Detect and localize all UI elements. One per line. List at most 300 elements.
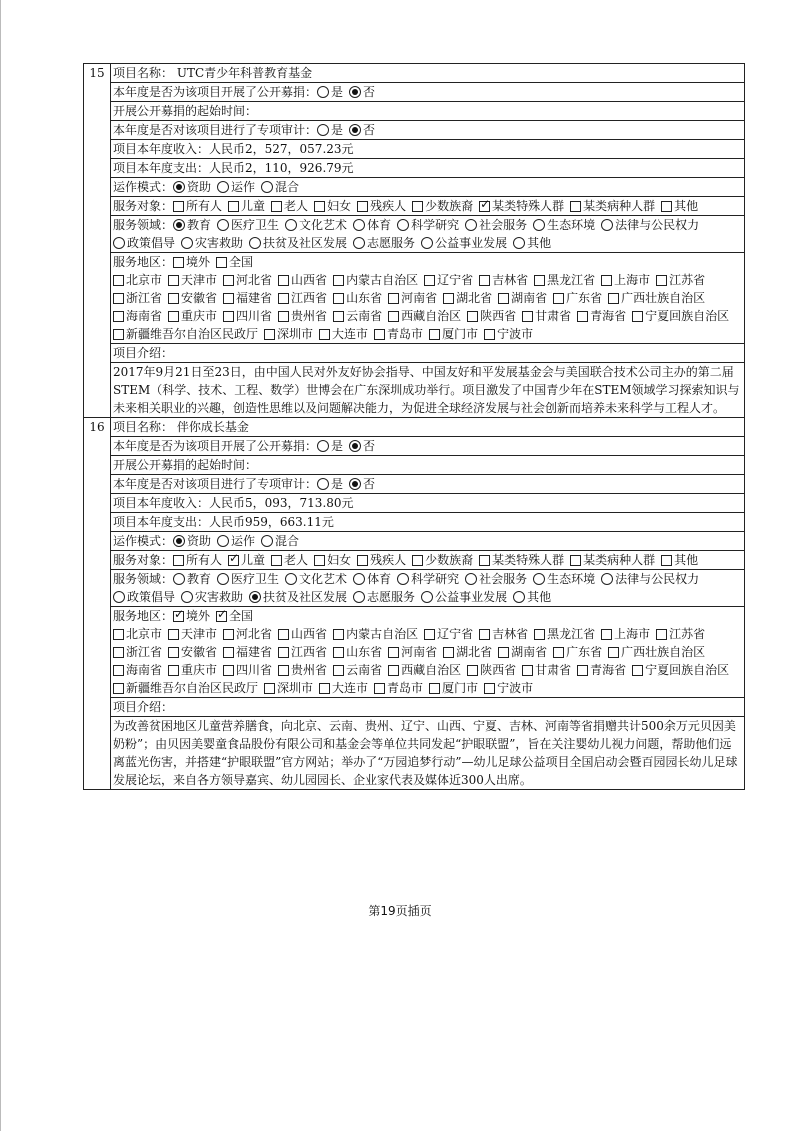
field-option[interactable]	[249, 234, 347, 252]
region-option[interactable]	[534, 271, 595, 289]
checkbox[interactable]	[278, 665, 289, 676]
fundraise-yes-option[interactable]	[317, 437, 343, 455]
checkbox[interactable]	[412, 201, 423, 212]
radio-button[interactable]	[181, 237, 193, 249]
checkbox[interactable]	[577, 311, 588, 322]
field-option[interactable]	[533, 216, 595, 234]
radio-button[interactable]	[421, 591, 433, 603]
checkbox[interactable]	[168, 293, 179, 304]
checkbox[interactable]	[661, 555, 672, 566]
radio-button[interactable]	[173, 219, 185, 231]
checkbox[interactable]	[498, 647, 509, 658]
field-option[interactable]	[533, 570, 595, 588]
region-option[interactable]	[278, 643, 327, 661]
region-option[interactable]	[113, 289, 162, 307]
mode-option[interactable]	[217, 532, 255, 550]
field-option[interactable]	[353, 234, 415, 252]
radio-button[interactable]	[353, 219, 365, 231]
checkbox[interactable]	[661, 201, 672, 212]
radio-button[interactable]	[113, 591, 125, 603]
target-option[interactable]	[570, 197, 655, 215]
region-option[interactable]	[223, 625, 272, 643]
checkbox[interactable]	[168, 665, 179, 676]
radio-button[interactable]	[261, 535, 273, 547]
checkbox[interactable]	[553, 293, 564, 304]
field-option[interactable]	[217, 216, 279, 234]
checkbox[interactable]	[388, 293, 399, 304]
target-option[interactable]	[173, 551, 222, 569]
option-label: 法律与公民权力	[615, 218, 700, 232]
target-option[interactable]	[412, 551, 473, 569]
checkbox[interactable]	[601, 629, 612, 640]
checkbox[interactable]	[601, 275, 612, 286]
region-option[interactable]	[608, 643, 705, 661]
radio-button[interactable]	[465, 573, 477, 585]
row-target	[84, 197, 745, 216]
target-option[interactable]	[271, 197, 308, 215]
option-label: 其他	[527, 236, 552, 250]
region-option[interactable]	[632, 307, 729, 325]
area-option[interactable]	[216, 607, 253, 625]
checkbox[interactable]	[333, 647, 344, 658]
checkbox[interactable]	[216, 611, 227, 622]
region-option[interactable]	[113, 643, 162, 661]
checkbox[interactable]	[113, 629, 124, 640]
region-option[interactable]	[319, 325, 368, 343]
checkbox[interactable]	[608, 293, 619, 304]
region-option[interactable]	[278, 625, 327, 643]
option-label: 所有人	[186, 199, 223, 213]
checkbox[interactable]	[429, 683, 440, 694]
checkbox[interactable]	[443, 647, 454, 658]
target-option[interactable]	[314, 551, 351, 569]
target-option[interactable]	[314, 197, 351, 215]
radio-button[interactable]	[249, 591, 261, 603]
region-option[interactable]	[333, 661, 382, 679]
mode-option[interactable]	[173, 532, 211, 550]
row-income-cell	[111, 140, 745, 159]
radio-button[interactable]	[113, 237, 125, 249]
checkbox[interactable]	[388, 647, 399, 658]
option-label: 志愿服务	[367, 236, 416, 250]
checkbox[interactable]	[271, 555, 282, 566]
checkbox[interactable]	[113, 665, 124, 676]
checkbox[interactable]	[223, 275, 234, 286]
checkbox[interactable]	[388, 311, 399, 322]
radio-button[interactable]	[465, 219, 477, 231]
region-option[interactable]	[498, 289, 547, 307]
checkbox[interactable]	[314, 201, 325, 212]
option-label: 湖南省	[511, 645, 548, 659]
scan-edge-line	[0, 0, 1, 1131]
checkbox[interactable]	[223, 647, 234, 658]
radio-button[interactable]	[173, 535, 185, 547]
target-option[interactable]	[412, 197, 473, 215]
region-option[interactable]	[429, 679, 478, 697]
fundraise-no-option[interactable]	[349, 83, 375, 101]
checkbox[interactable]	[333, 665, 344, 676]
radio-button[interactable]	[533, 573, 545, 585]
checkbox[interactable]	[113, 293, 124, 304]
field-option[interactable]	[173, 570, 211, 588]
region-option[interactable]	[388, 307, 461, 325]
checkbox[interactable]	[522, 311, 533, 322]
checkbox[interactable]	[223, 311, 234, 322]
row-fundraise	[84, 83, 745, 102]
region-option[interactable]	[168, 643, 217, 661]
checkbox[interactable]	[173, 257, 184, 268]
radio-button[interactable]	[349, 86, 361, 98]
field-option[interactable]	[181, 234, 243, 252]
option-label: 甘肃省	[535, 663, 572, 677]
checkbox[interactable]	[333, 275, 344, 286]
region-option[interactable]	[577, 661, 626, 679]
region-option[interactable]	[113, 661, 162, 679]
option-label: 湖南省	[511, 291, 548, 305]
checkbox[interactable]	[608, 647, 619, 658]
checkbox[interactable]	[113, 647, 124, 658]
checkbox[interactable]	[498, 293, 509, 304]
checkbox[interactable]	[388, 665, 399, 676]
region-option[interactable]	[522, 307, 571, 325]
checkbox[interactable]	[223, 629, 234, 640]
region-option[interactable]	[168, 289, 217, 307]
mode-option[interactable]	[261, 178, 299, 196]
field-option[interactable]	[181, 588, 243, 606]
checkbox[interactable]	[467, 311, 478, 322]
radio-button[interactable]	[285, 219, 297, 231]
option-label: 黑龙江省	[547, 627, 596, 641]
region-option[interactable]	[479, 271, 528, 289]
radio-button[interactable]	[513, 591, 525, 603]
field-option[interactable]	[353, 588, 415, 606]
checkbox[interactable]	[113, 311, 124, 322]
option-label: 政策倡导	[127, 590, 176, 604]
region-option[interactable]	[388, 289, 437, 307]
option-label: 志愿服务	[367, 590, 416, 604]
checkbox[interactable]	[632, 665, 643, 676]
target-option[interactable]	[661, 551, 698, 569]
radio-button[interactable]	[349, 440, 361, 452]
radio-button[interactable]	[601, 573, 613, 585]
region-option[interactable]	[319, 679, 368, 697]
region-option[interactable]	[577, 307, 626, 325]
checkbox[interactable]	[479, 275, 490, 286]
row-target-cell	[111, 551, 745, 570]
option-label: 老人	[284, 553, 309, 567]
region-option[interactable]	[632, 661, 729, 679]
fundraise-no-option[interactable]	[349, 437, 375, 455]
audit-yes-option[interactable]	[317, 121, 343, 139]
field-option[interactable]	[601, 216, 699, 234]
checkbox[interactable]	[333, 293, 344, 304]
region-option[interactable]	[388, 643, 437, 661]
mode-option[interactable]	[173, 178, 211, 196]
checkbox[interactable]	[553, 647, 564, 658]
checkbox[interactable]	[168, 647, 179, 658]
audit-yes-option[interactable]	[317, 475, 343, 493]
checkbox[interactable]	[319, 329, 330, 340]
field-option[interactable]	[465, 570, 527, 588]
checkbox[interactable]	[168, 275, 179, 286]
checkbox[interactable]	[374, 329, 385, 340]
region-option[interactable]	[553, 643, 602, 661]
checkbox[interactable]	[113, 275, 124, 286]
field-option[interactable]	[397, 216, 459, 234]
region-option[interactable]	[467, 661, 516, 679]
region-option[interactable]	[534, 625, 595, 643]
area-option[interactable]	[173, 253, 210, 271]
region-option[interactable]	[333, 289, 382, 307]
fundraise-question: 本年度是否为该项目开展了公开募捐：	[113, 439, 318, 453]
checkbox[interactable]	[656, 275, 667, 286]
checkbox[interactable]	[173, 555, 184, 566]
radio-button[interactable]	[353, 237, 365, 249]
radio-button[interactable]	[317, 86, 329, 98]
checkbox[interactable]	[522, 665, 533, 676]
region-option[interactable]	[168, 271, 217, 289]
target-option[interactable]	[479, 551, 564, 569]
area-option[interactable]	[216, 253, 253, 271]
area-option[interactable]	[173, 607, 210, 625]
option-label: 残疾人	[370, 199, 407, 213]
checkbox[interactable]	[534, 275, 545, 286]
region-option[interactable]	[278, 271, 327, 289]
region-option[interactable]	[443, 289, 492, 307]
radio-button[interactable]	[317, 478, 329, 490]
checkbox[interactable]	[264, 329, 275, 340]
option-label: 山东省	[346, 645, 383, 659]
region-option[interactable]	[388, 661, 461, 679]
region-option[interactable]	[601, 271, 650, 289]
radio-button[interactable]	[317, 124, 329, 136]
checkbox[interactable]	[113, 683, 124, 694]
field-label: 服务领域：	[113, 218, 174, 232]
checkbox[interactable]	[424, 629, 435, 640]
region-option[interactable]	[168, 307, 217, 325]
region-option[interactable]	[656, 625, 705, 643]
radio-button[interactable]	[217, 573, 229, 585]
radio-button[interactable]	[513, 237, 525, 249]
checkbox[interactable]	[577, 665, 588, 676]
checkbox[interactable]	[570, 555, 581, 566]
checkbox[interactable]	[228, 201, 239, 212]
region-option[interactable]	[333, 643, 382, 661]
field-option[interactable]	[113, 234, 175, 252]
option-label: 少数族裔	[425, 199, 474, 213]
radio-button[interactable]	[533, 219, 545, 231]
radio-button[interactable]	[397, 219, 409, 231]
target-option[interactable]	[228, 551, 265, 569]
checkbox[interactable]	[271, 201, 282, 212]
option-label: 陕西省	[480, 309, 517, 323]
checkbox[interactable]	[333, 311, 344, 322]
region-option[interactable]	[333, 625, 418, 643]
checkbox[interactable]	[319, 683, 330, 694]
checkbox[interactable]	[278, 647, 289, 658]
region-option[interactable]	[484, 679, 533, 697]
field-option[interactable]	[397, 570, 459, 588]
region-option[interactable]	[424, 625, 473, 643]
region-option[interactable]	[223, 289, 272, 307]
field-option[interactable]	[353, 570, 391, 588]
field-option[interactable]	[285, 216, 347, 234]
region-option[interactable]	[467, 307, 516, 325]
target-option[interactable]	[661, 197, 698, 215]
field-option[interactable]	[113, 588, 175, 606]
audit-no-option[interactable]	[349, 475, 375, 493]
field-option[interactable]	[285, 570, 347, 588]
checkbox[interactable]	[228, 555, 239, 566]
checkbox[interactable]	[424, 275, 435, 286]
radio-button[interactable]	[249, 237, 261, 249]
region-option[interactable]	[264, 325, 313, 343]
checkbox[interactable]	[443, 293, 454, 304]
mode-option[interactable]	[217, 178, 255, 196]
checkbox[interactable]	[278, 293, 289, 304]
option-label: 公益事业发展	[435, 590, 508, 604]
region-option[interactable]	[223, 643, 272, 661]
radio-button[interactable]	[353, 591, 365, 603]
target-option[interactable]	[228, 197, 265, 215]
checkbox[interactable]	[484, 683, 495, 694]
radio-button[interactable]	[601, 219, 613, 231]
region-option[interactable]	[429, 325, 478, 343]
target-option[interactable]	[271, 551, 308, 569]
checkbox[interactable]	[168, 629, 179, 640]
checkbox[interactable]	[479, 629, 490, 640]
region-option[interactable]	[223, 271, 272, 289]
field-option[interactable]	[421, 234, 507, 252]
radio-button[interactable]	[353, 573, 365, 585]
field-option[interactable]	[421, 588, 507, 606]
checkbox[interactable]	[479, 555, 490, 566]
region-option[interactable]	[113, 271, 162, 289]
target-option[interactable]	[479, 197, 564, 215]
checkbox[interactable]	[168, 311, 179, 322]
field-option[interactable]	[601, 570, 699, 588]
region-option[interactable]	[113, 625, 162, 643]
checkbox[interactable]	[357, 201, 368, 212]
checkbox[interactable]	[632, 311, 643, 322]
radio-button[interactable]	[173, 573, 185, 585]
checkbox[interactable]	[278, 275, 289, 286]
region-option[interactable]	[168, 661, 217, 679]
checkbox[interactable]	[264, 683, 275, 694]
fundraise-yes-option[interactable]	[317, 83, 343, 101]
field-option[interactable]	[249, 588, 347, 606]
radio-button[interactable]	[261, 181, 273, 193]
field-option[interactable]	[353, 216, 391, 234]
region-option[interactable]	[278, 661, 327, 679]
region-option[interactable]	[168, 625, 217, 643]
checkbox[interactable]	[374, 683, 385, 694]
checkbox[interactable]	[429, 329, 440, 340]
region-option[interactable]	[484, 325, 533, 343]
region-option[interactable]	[113, 325, 258, 343]
region-option[interactable]	[374, 679, 423, 697]
checkbox[interactable]	[333, 629, 344, 640]
checkbox[interactable]	[484, 329, 495, 340]
region-option[interactable]	[223, 661, 272, 679]
checkbox[interactable]	[479, 201, 490, 212]
field-option[interactable]	[513, 588, 551, 606]
target-option[interactable]	[570, 551, 655, 569]
option-label: 是	[331, 85, 344, 99]
region-option[interactable]	[479, 625, 528, 643]
region-option[interactable]	[608, 289, 705, 307]
checkbox[interactable]	[357, 555, 368, 566]
target-option[interactable]	[173, 197, 222, 215]
region-option[interactable]	[278, 289, 327, 307]
checkbox[interactable]	[278, 311, 289, 322]
checkbox[interactable]	[173, 611, 184, 622]
radio-button[interactable]	[173, 181, 185, 193]
radio-button[interactable]	[285, 573, 297, 585]
checkbox[interactable]	[570, 201, 581, 212]
region-option[interactable]	[113, 679, 258, 697]
region-option[interactable]	[374, 325, 423, 343]
target-option[interactable]	[357, 197, 406, 215]
checkbox[interactable]	[223, 665, 234, 676]
radio-button[interactable]	[317, 440, 329, 452]
radio-button[interactable]	[217, 219, 229, 231]
checkbox[interactable]	[278, 629, 289, 640]
audit-no-option[interactable]	[349, 121, 375, 139]
checkbox[interactable]	[173, 201, 184, 212]
region-option[interactable]	[601, 625, 650, 643]
checkbox[interactable]	[534, 629, 545, 640]
mode-option[interactable]	[261, 532, 299, 550]
region-option[interactable]	[113, 307, 162, 325]
region-option[interactable]	[424, 271, 473, 289]
option-label: 资助	[187, 534, 212, 548]
radio-button[interactable]	[349, 124, 361, 136]
radio-button[interactable]	[397, 573, 409, 585]
region-option[interactable]	[656, 271, 705, 289]
target-option[interactable]	[357, 551, 406, 569]
checkbox[interactable]	[467, 665, 478, 676]
region-option[interactable]	[498, 643, 547, 661]
checkbox[interactable]	[216, 257, 227, 268]
region-option[interactable]	[333, 307, 382, 325]
radio-button[interactable]	[181, 591, 193, 603]
region-option[interactable]	[278, 307, 327, 325]
radio-button[interactable]	[217, 181, 229, 193]
checkbox[interactable]	[314, 555, 325, 566]
region-option[interactable]	[443, 643, 492, 661]
region-option[interactable]	[223, 307, 272, 325]
option-label: 法律与公民权力	[615, 572, 700, 586]
radio-button[interactable]	[217, 535, 229, 547]
option-label: 其他	[674, 199, 699, 213]
checkbox[interactable]	[223, 293, 234, 304]
region-option[interactable]	[333, 271, 418, 289]
radio-button[interactable]	[349, 478, 361, 490]
region-option[interactable]	[553, 289, 602, 307]
field-option[interactable]	[173, 216, 211, 234]
field-option[interactable]	[465, 216, 527, 234]
option-label: 湖北省	[456, 645, 493, 659]
checkbox[interactable]	[113, 329, 124, 340]
region-option[interactable]	[264, 679, 313, 697]
field-option[interactable]	[513, 234, 551, 252]
checkbox[interactable]	[656, 629, 667, 640]
checkbox[interactable]	[412, 555, 423, 566]
region-option[interactable]	[522, 661, 571, 679]
radio-button[interactable]	[421, 237, 433, 249]
field-option[interactable]	[217, 570, 279, 588]
